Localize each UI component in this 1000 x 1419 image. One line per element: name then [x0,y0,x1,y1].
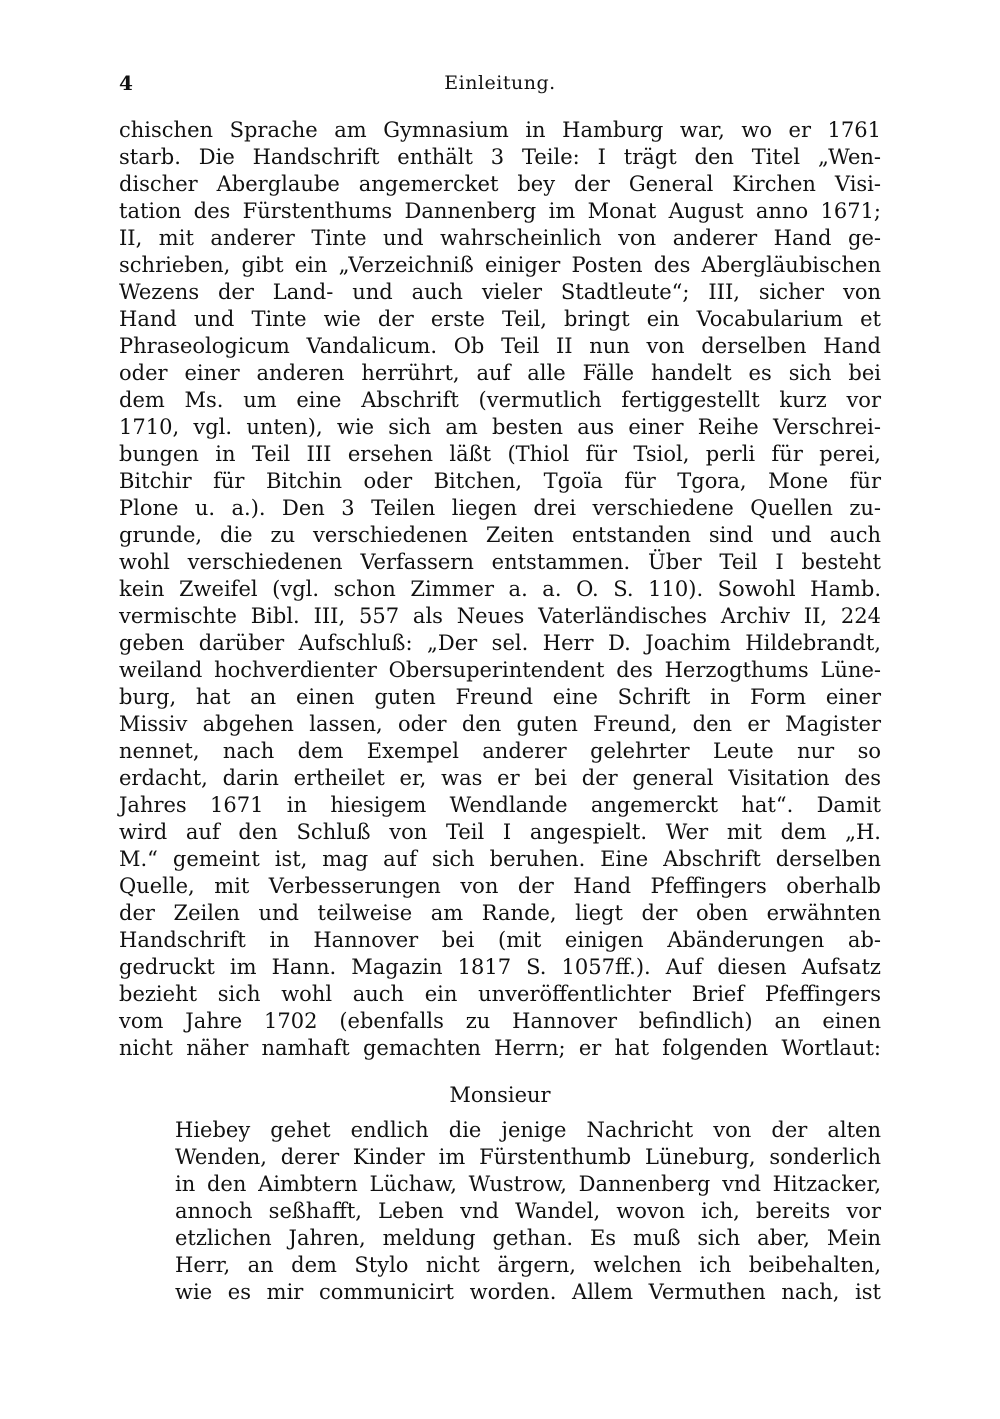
text-line: Plone u. a.). Den 3 Teilen liegen drei verschiedene Quellen zu- [119,496,881,520]
letter-line: Herr, an dem Stylo nicht ärgern, welchen ich beibehalten, [175,1253,881,1277]
text-line: der Zeilen und teilweise am Rande, liegt der oben erwähnten [119,901,881,925]
text-line: wird auf den Schluß von Teil I angespielt. Wer mit dem „H. [119,820,881,844]
letter-line: Wenden, derer Kinder im Fürstenthumb Lüneburg, sonderlich [175,1145,881,1169]
text-line: Handschrift in Hannover bei (mit einigen Abänderungen ab- [119,928,881,952]
text-line: Bitchir für Bitchin oder Bitchen, Tgoïa für Tgora, Mone für [119,469,881,493]
text-line: Phraseologicum Vandalicum. Ob Teil II nun von derselben Hand [119,334,881,358]
letter-line: wie es mir communicirt worden. Allem Vermuthen nach, ist [175,1280,881,1304]
text-line: Quelle, mit Verbesserungen von der Hand Pfeffingers oberhalb [119,874,881,898]
text-line: vom Jahre 1702 (ebenfalls zu Hannover befindlich) an einen [119,1009,881,1033]
letter-quote [175,1117,881,1306]
page-number: 4 [119,71,133,95]
text-line: nennet, nach dem Exempel anderer gelehrter Leute nur so [119,739,881,763]
letter-line: in den Aimbtern Lüchaw, Wustrow, Dannenberg vnd Hitzacker, [175,1172,881,1196]
text-line: starb. Die Handschrift enthält 3 Teile: I trägt den Titel „Wen- [119,145,881,169]
text-line: oder einer anderen herrührt, auf alle Fälle handelt es sich bei [119,361,881,385]
text-line: schrieben, gibt ein „Verzeichniß einiger Posten des Abergläubischen [119,253,881,277]
text-line: gedruckt im Hann. Magazin 1817 S. 1057ff.). Auf diesen Aufsatz [119,955,881,979]
text-line: grunde, die zu verschiedenen Zeiten entstanden sind und auch [119,523,881,547]
letter-line: annoch seßhafft, Leben vnd Wandel, wovon ich, bereits vor [175,1199,881,1223]
text-line: chischen Sprache am Gymnasium in Hamburg war, wo er 1761 [119,118,881,142]
text-line: bungen in Teil III ersehen läßt (Thiol für Tsiol, perli für perei, [119,442,881,466]
text-line: bezieht sich wohl auch ein unveröffentlichter Brief Pfeffingers [119,982,881,1006]
body-paragraph [119,117,881,1062]
text-line: weiland hochverdienter Obersuperintendent des Herzogthums Lüne- [119,658,881,682]
text-line: M.“ gemeint ist, mag auf sich beruhen. Eine Abschrift derselben [119,847,881,871]
text-line: dem Ms. um eine Abschrift (vermutlich fertiggestellt kurz vor [119,388,881,412]
text-line: Hand und Tinte wie der erste Teil, bringt ein Vocabularium et [119,307,881,331]
running-head: Einleitung. [444,72,556,94]
text-line: nicht näher namhaft gemachten Herrn; er hat folgenden Wortlaut: [119,1036,881,1060]
text-line: discher Aberglaube angemercket bey der General Kirchen Visi- [119,172,881,196]
letter-line: Hiebey gehet endlich die jenige Nachricht von der alten [175,1118,881,1142]
text-line: Jahres 1671 in hiesigem Wendlande angemerckt hat“. Damit [119,793,881,817]
text-line: wohl verschiedenen Verfassern entstammen. Über Teil I besteht [119,550,881,574]
text-line: tation des Fürstenthums Dannenberg im Monat August anno 1671; [119,199,881,223]
letter-salutation: Monsieur [449,1083,551,1107]
letter-line: etzlichen Jahren, meldung gethan. Es muß sich aber, Mein [175,1226,881,1250]
text-line: kein Zweifel (vgl. schon Zimmer a. a. O. S. 110). Sowohl Hamb. [119,577,881,601]
text-line: erdacht, darin ertheilet er, was er bei der general Visitation des [119,766,881,790]
text-line: vermischte Bibl. III, 557 als Neues Vaterländisches Archiv II, 224 [119,604,881,628]
text-line: II, mit anderer Tinte und wahrscheinlich von anderer Hand ge- [119,226,881,250]
text-line: 1710, vgl. unten), wie sich am besten aus einer Reihe Verschrei- [119,415,881,439]
text-line: Wezens der Land- und auch vieler Stadtleute“; III, sicher von [119,280,881,304]
text-line: burg, hat an einen guten Freund eine Schrift in Form einer [119,685,881,709]
text-line: geben darüber Aufschluß: „Der sel. Herr D. Joachim Hildebrandt, [119,631,881,655]
text-line: Missiv abgehen lassen, oder den guten Freund, den er Magister [119,712,881,736]
